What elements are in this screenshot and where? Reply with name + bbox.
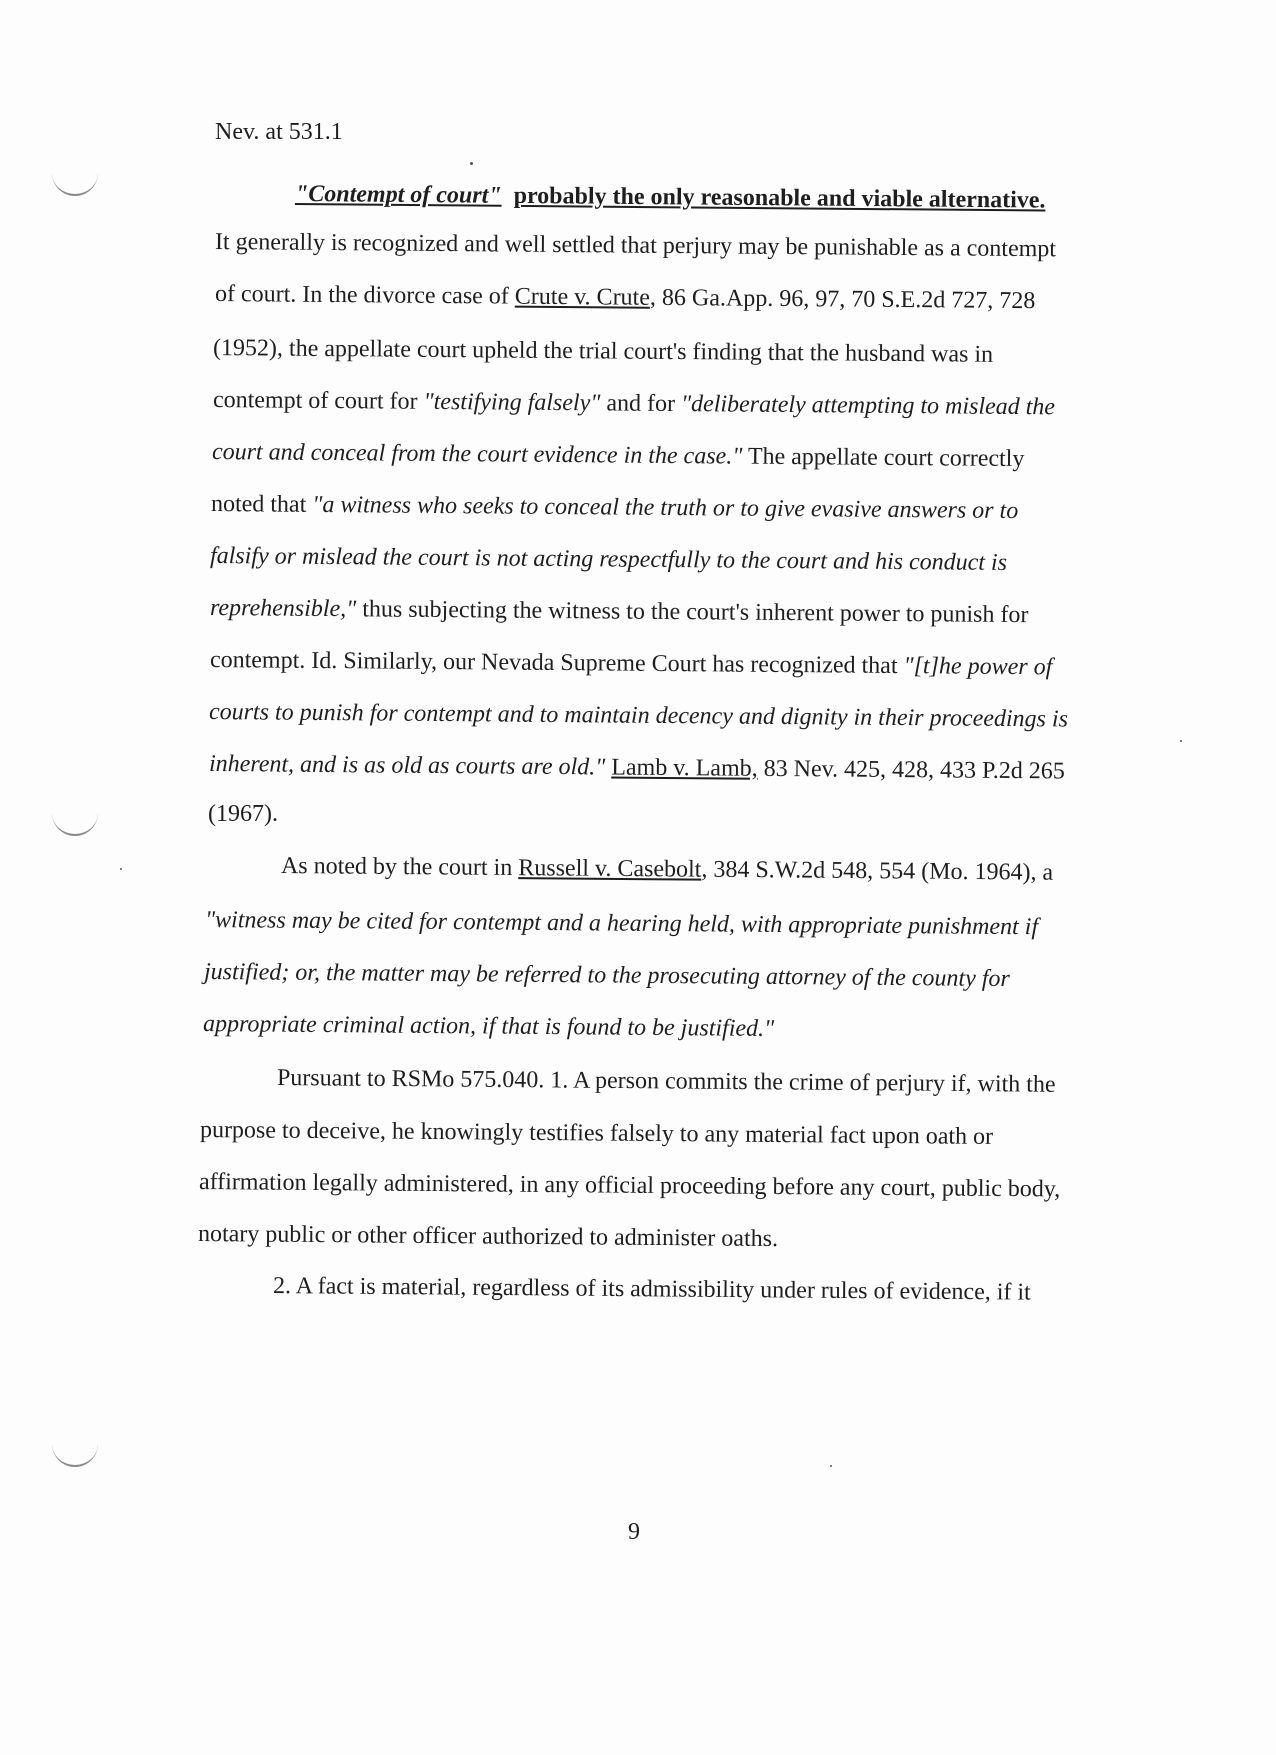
paragraph-line: contempt. Id. Similarly, our Nevada Supreme Court has recognized that "[t]he power of	[209, 647, 1053, 681]
paragraph-line: of court. In the divorce case of Crute v. Crute, 86 Ga.App. 96, 97, 70 S.E.2d 727, 728	[214, 281, 1036, 315]
paragraph-line: justified; or, the matter may be referred to the prosecuting attorney of the county for	[203, 959, 1010, 993]
paragraph-line: purpose to deceive, he knowingly testifies falsely to any material fact upon oath or	[199, 1117, 994, 1150]
paragraph-line: courts to punish for contempt and to maintain decency and dignity in their proceedings is	[208, 699, 1069, 733]
paragraph-line: court and conceal from the court evidence in the case." The appellate court correctly	[211, 439, 1025, 473]
paragraph-line: Pursuant to RSMo 575.040. 1. A person commits the crime of perjury if, with the	[276, 1065, 1056, 1098]
paragraph-line: affirmation legally administered, in any official proceeding before any court, public body,	[198, 1169, 1061, 1203]
section-heading	[295, 180, 1046, 215]
paragraph-line: appropriate criminal action, if that is found to be justified."	[202, 1011, 775, 1042]
paragraph-line: noted that "a witness who seeks to conceal the truth or to give evasive answers or to	[210, 491, 1019, 525]
scan-speck	[120, 868, 122, 870]
paragraph-line: 2. A fact is material, regardless of its admissibility under rules of evidence, if it	[272, 1273, 1031, 1306]
scan-speck	[830, 1465, 832, 1467]
paragraph-line: (1967).	[208, 801, 278, 827]
paragraph-line: reprehensible," thus subjecting the witness to the court's inherent power to punish for	[209, 595, 1029, 629]
paragraph-line: notary public or other officer authorized to administer oaths.	[197, 1221, 779, 1253]
punch-hole-bottom	[52, 1443, 98, 1467]
punch-hole-middle	[52, 812, 98, 836]
heading-text: probably the only reasonable and viable alternative.	[513, 182, 1046, 214]
scan-speck	[470, 162, 473, 165]
case-citation: Lamb v. Lamb,	[611, 754, 758, 782]
heading-quote: "Contempt of court"	[294, 181, 502, 209]
case-citation: Russell v. Casebolt	[518, 855, 702, 883]
paragraph-line: inherent, and is as old as courts are old." Lamb v. Lamb, 83 Nev. 425, 428, 433 P.2d 265	[208, 751, 1065, 785]
paragraph-line: falsify or mislead the court is not acting respectfully to the court and his conduct is	[209, 543, 1008, 576]
page-number: 9	[628, 1519, 640, 1545]
punch-hole-top	[52, 172, 98, 196]
paragraph-line: (1952), the appellate court upheld the trial court's finding that the husband was in	[212, 335, 994, 368]
paragraph-line: As noted by the court in Russell v. Casebolt, 384 S.W.2d 548, 554 (Mo. 1964), a	[280, 853, 1054, 886]
paragraph-line: "witness may be cited for contempt and a hearing held, with appropriate punishment if	[204, 907, 1039, 941]
header-reference: Nev. at 531.1	[215, 119, 343, 145]
scan-speck	[1180, 740, 1182, 742]
paragraph-line: contempt of court for "testifying falsely" and for "deliberately attempting to mislead the	[212, 387, 1056, 421]
case-citation: Crute v. Crute	[514, 283, 651, 311]
paragraph-line: It generally is recognized and well settled that perjury may be punishable as a contempt	[214, 229, 1057, 263]
